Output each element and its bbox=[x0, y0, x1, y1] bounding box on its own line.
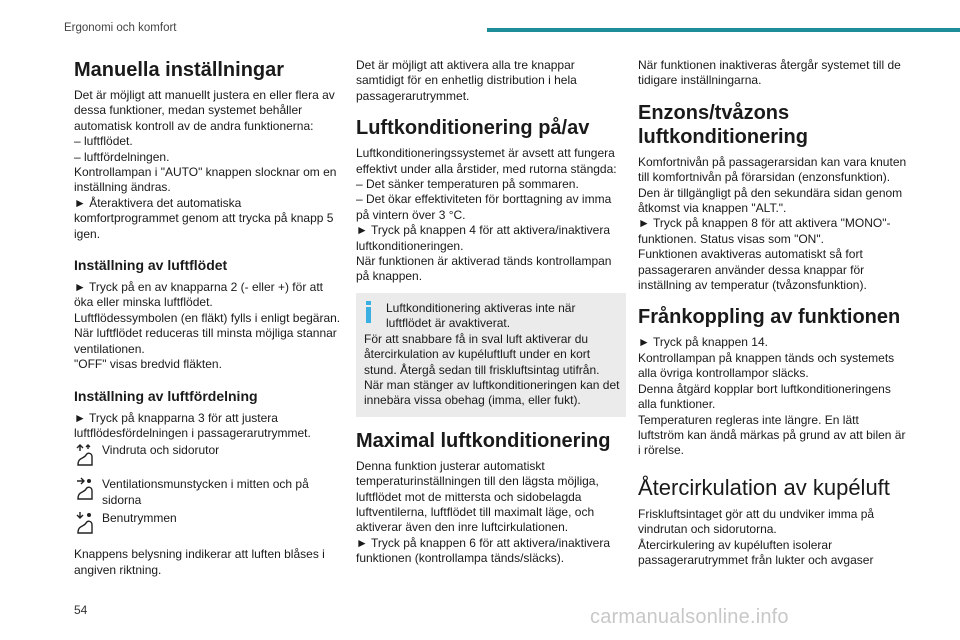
paragraph: Kontrollampan på knappen tänds och systemets alla övriga kontrollampor släcks. bbox=[638, 350, 895, 381]
column-2 bbox=[356, 58, 626, 567]
instruction: ► Tryck på knapparna 3 för att justera luftflödesfördelningen i passagerarutrymmet. bbox=[74, 410, 311, 440]
heading-manual-settings: Manuella inställningar bbox=[74, 59, 285, 81]
note-text: För att snabbare få in sval luft aktiverar du återcirkulation av kupéluftluft under en kort stund. Återgå sedan till friskluftsintag utifrån. När man stänger av luftkonditioneringen kan det innebära vissa obehag (imma, eller fukt). bbox=[364, 331, 620, 408]
distribution-label: Benutrymmen bbox=[102, 511, 177, 526]
paragraph: Temperaturen regleras inte längre. En lätt luftström kan ändå märkas på grund av att bilen är i rörelse. bbox=[638, 412, 906, 458]
paragraph: När funktionen är aktiverad tänds kontrollampan på knappen. bbox=[356, 254, 612, 284]
paragraph: Luftflödessymbolen (en fläkt) fylls i enligt begäran. bbox=[74, 310, 341, 325]
page-number: 54 bbox=[74, 603, 88, 617]
instruction: ► Återaktivera det automatiska komfortprogrammet genom att trycka på knapp 5 igen. bbox=[74, 195, 334, 241]
distribution-label: Vindruta och sidorutor bbox=[102, 443, 220, 458]
paragraph: Det är möjligt att aktivera alla tre knappar samtidigt för en enhetlig distribution i hela passagerarutrymmet. bbox=[356, 58, 577, 103]
column-3 bbox=[638, 58, 908, 568]
heading-recirculation: Återcirkulation av kupéluft bbox=[638, 474, 890, 500]
instruction: ► Tryck på en av knapparna 2 (- eller +) för att öka eller minska luftflödet. bbox=[74, 280, 323, 310]
watermark: carmanualsonline.info bbox=[590, 606, 789, 628]
header-accent-bar bbox=[487, 28, 960, 32]
face-vents-airflow-icon bbox=[74, 477, 96, 503]
list-item: – luftflödet. bbox=[74, 134, 133, 149]
heading-max-ac: Maximal luftkonditionering bbox=[356, 429, 611, 452]
paragraph: Knappens belysning indikerar att luften blåses i angiven riktning. bbox=[74, 547, 325, 577]
note-text: Luftkonditionering aktiveras inte när luftflödet är avaktiverat. bbox=[386, 300, 576, 331]
instruction: ► Tryck på knappen 14. bbox=[638, 335, 768, 350]
windscreen-airflow-icon bbox=[74, 443, 96, 469]
instruction: ► Tryck på knappen 4 för att aktivera/inaktivera luftkonditioneringen. bbox=[356, 223, 610, 253]
instruction: ► Tryck på knappen 8 för att aktivera "MONO"-funktionen. Status visas som "ON". bbox=[638, 216, 891, 246]
paragraph: Återcirkulering av kupéluften isolerar passagerarutrymmet från lukter och avgaser bbox=[638, 537, 874, 567]
paragraph: Denna åtgärd kopplar bort luftkonditioneringens alla funktioner. bbox=[638, 381, 891, 412]
paragraph: Kontrollampan i "AUTO" knappen slocknar om en inställning ändras. bbox=[74, 165, 337, 195]
paragraph: Luftkonditioneringssystemet är avsett att fungera effektivt under alla årstider, med rutorna stängda: bbox=[356, 146, 617, 176]
paragraph: Komfortnivån på passagerarsidan kan vara knuten till komfortnivån på förarsidan (enzonsfunktion). bbox=[638, 154, 907, 185]
heading-ac-on-off: Luftkonditionering på/av bbox=[356, 117, 590, 140]
distribution-label: Ventilationsmunstycken i mitten och på sidorna bbox=[102, 477, 309, 507]
paragraph: Funktionen avaktiveras automatiskt så fort passageraren använder dessa knappar för inställning av temperatur (tvåzonsfunktion). bbox=[638, 247, 867, 293]
list-item: – Det sänker temperaturen på sommaren. bbox=[356, 177, 579, 192]
paragraph: Det är möjligt att manuellt justera en eller flera av dessa funktioner, medan systemet behåller automatisk kontroll av de andra funktionerna: bbox=[74, 88, 335, 133]
paragraph: När funktionen inaktiveras återgår systemet till de tidigare inställningarna. bbox=[638, 58, 901, 88]
distribution-option-vents bbox=[74, 477, 344, 509]
list-item: – luftfördelningen. bbox=[74, 149, 170, 164]
paragraph: "OFF" visas bredvid fläkten. bbox=[74, 357, 222, 372]
distribution-option-footwell bbox=[74, 511, 344, 543]
running-header: Ergonomi och komfort bbox=[64, 22, 177, 34]
heading-air-flow: Inställning av luftflödet bbox=[74, 257, 228, 274]
paragraph: Denna funktion justerar automatiskt temperaturinställningen till den lägsta möjliga, luftflödet mot de mittersta och sidobelagda luftventilerna, luftflödet till maximalt läge, och aktiverar även den inre luftcirkulationen. bbox=[356, 458, 599, 535]
list-item: – Det ökar effektiviteten för borttagning av imma på vintern över 3 °C. bbox=[356, 192, 612, 222]
info-note bbox=[356, 293, 626, 417]
footwell-airflow-icon bbox=[74, 511, 96, 537]
instruction: ► Tryck på knappen 6 för att aktivera/inaktivera funktionen (kontrollampa tänds/släcks). bbox=[356, 535, 610, 566]
paragraph: Den är tillgängligt på den sekundära sidan genom åtkomst via knappen "ALT.". bbox=[638, 185, 903, 216]
paragraph: När luftflödet reduceras till minsta möjliga stannar ventilationen. bbox=[74, 326, 337, 356]
heading-air-distribution: Inställning av luftfördelning bbox=[74, 387, 258, 404]
column-1 bbox=[74, 58, 344, 578]
paragraph: Friskluftsintaget gör att du undviker imma på vindrutan och sidorutorna. bbox=[638, 506, 875, 537]
distribution-option-windscreen bbox=[74, 443, 344, 475]
heading-disconnect: Frånkoppling av funktionen bbox=[638, 306, 901, 329]
heading-zone-ac: Enzons/tvåzons luftkonditionering bbox=[638, 101, 808, 148]
info-icon bbox=[364, 301, 374, 323]
